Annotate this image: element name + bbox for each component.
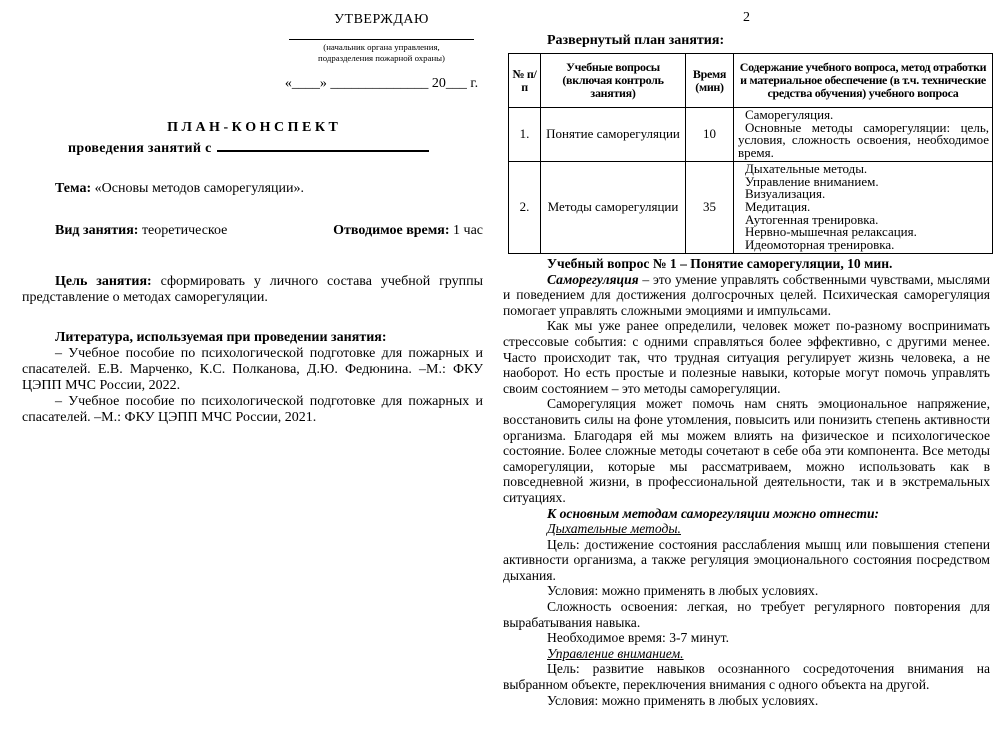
document-title: П Л А Н - К О Н С П Е К Т bbox=[167, 120, 338, 135]
method-time: Необходимое время: 3-7 минут. bbox=[547, 630, 729, 646]
literature-item: – Учебное пособие по психологической подготовке для пожарных и спасателей. –М.: ФКУ ЦЭПП МЧС России, 2021. bbox=[22, 394, 483, 425]
lesson-type-value: теоретическое bbox=[141, 223, 228, 238]
page-number: 2 bbox=[743, 10, 750, 25]
content-line: Аутогенная тренировка. bbox=[745, 211, 879, 227]
theme-label: Тема: bbox=[55, 181, 92, 196]
row-number: 2. bbox=[509, 161, 541, 253]
table-row bbox=[509, 108, 993, 162]
method-difficulty: Сложность освоения: легкая, но требует регулярного повторения для вырабатывания навыка. bbox=[503, 599, 990, 630]
literature-heading: Литература, используемая при проведении занятия: bbox=[55, 330, 387, 345]
approval-caption-line1: (начальник органа управления, bbox=[323, 42, 440, 52]
content-line: Идеомоторная тренировка. bbox=[745, 237, 895, 253]
row-question: Методы саморегуляции bbox=[541, 161, 686, 253]
table-header-row bbox=[509, 54, 993, 108]
content-line: Управление вниманием. bbox=[745, 173, 879, 189]
question1-heading: Учебный вопрос № 1 – Понятие саморегуляции, 10 мин. bbox=[547, 256, 893, 271]
paragraph: Как мы уже ранее определили, человек может по-разному воспринимать стрессовые события: с одними справляться более эффективно, с другими менее. Часто происходит так, что трудная ситуация регулирует жизнь человека, а не наоборот. Но есть простые и полезные навыки, которые могут помочь управлять своим состоянием – это методы саморегуляции. bbox=[503, 318, 990, 396]
plan-heading: Развернутый план занятия: bbox=[547, 33, 725, 48]
content-line: Саморегуляция. bbox=[745, 107, 834, 122]
table-row bbox=[509, 161, 993, 253]
row-time: 35 bbox=[686, 161, 734, 253]
fill-in-blank-line bbox=[217, 140, 429, 152]
approval-date-line: «____» ______________ 20___ г. bbox=[284, 76, 479, 91]
signature-line bbox=[289, 39, 474, 40]
paragraph: Саморегуляция может помочь нам снять эмоциональное напряжение, восстановить силы на фоне утомления, повысить или понизить степень активности организма. Благодаря ей мы можем влиять на физическое и психологическое состояние. Более сложные методы сочетают в себе оба эти компонента. Все методы саморегуляции, которые мы рассматриваем, можно использовать как в повседневной жизни, в профессиональной деятельности, так и в экстремальных ситуациях. bbox=[503, 396, 990, 505]
method-title: Дыхательные методы. bbox=[547, 521, 681, 537]
method-conditions: Условия: можно применять в любых условиях. bbox=[547, 692, 819, 708]
lesson-time-label: Отводимое время: bbox=[333, 223, 450, 238]
content-line: Основные методы саморегуляции: цель, условия, сложность освоения, необходимое время. bbox=[738, 119, 989, 161]
method-goal: Цель: достижение состояния расслабления мышц или повышения степени активности организма, а также регуляция эмоционального состояния посредством дыхания. bbox=[503, 536, 990, 583]
method-conditions: Условия: можно применять в любых условиях. bbox=[547, 583, 819, 599]
lesson-body-text bbox=[503, 256, 990, 708]
term-lead: Саморегуляция bbox=[547, 271, 639, 287]
document-subtitle bbox=[68, 140, 429, 157]
table-header-time: Время (мин) bbox=[686, 54, 734, 108]
table-header-content: Содержание учебного вопроса, метод отработки и материальное обеспечение (в т.ч. технические средства обучения) учебного вопроса bbox=[734, 54, 993, 108]
row-number: 1. bbox=[509, 108, 541, 162]
literature-item: – Учебное пособие по психологической подготовке для пожарных и спасателей. Е.В. Марченко, К.С. Полканова, Д.Ю. Федюнина. –М.: ФКУ ЦЭПП МЧС России, 2022. bbox=[22, 346, 483, 393]
row-question: Понятие саморегуляции bbox=[541, 108, 686, 162]
method-goal: Цель: развитие навыков осознанного сосредоточения внимания на выбранном объекте, переключения внимания с одного объекта на другой. bbox=[503, 661, 990, 693]
row-content bbox=[734, 108, 993, 162]
content-line: Визуализация. bbox=[745, 186, 826, 202]
lesson-time-value: 1 час bbox=[453, 223, 483, 238]
document-subtitle-label: проведения занятий с bbox=[68, 141, 212, 156]
methods-list-heading: К основным методам саморегуляции можно отнести: bbox=[547, 505, 880, 521]
goal-paragraph bbox=[22, 274, 483, 306]
lesson-time bbox=[333, 223, 483, 239]
literature-section bbox=[22, 330, 483, 426]
lesson-type bbox=[55, 223, 227, 239]
method-title: Управление вниманием. bbox=[547, 645, 684, 661]
theme-line bbox=[55, 181, 304, 197]
theme-value: «Основы методов саморегуляции». bbox=[94, 181, 304, 196]
row-time: 10 bbox=[686, 108, 734, 162]
table-header-questions: Учебные вопросы (включая контроль занятия) bbox=[541, 54, 686, 108]
paragraph-definition bbox=[503, 272, 990, 319]
type-time-row bbox=[22, 223, 483, 239]
goal-text: сформировать у личного состава учебной группы представление о методах саморегуляции. bbox=[22, 274, 484, 305]
content-line: Нервно-мышечная релаксация. bbox=[745, 224, 917, 240]
approval-block bbox=[283, 12, 480, 92]
row-content bbox=[734, 161, 993, 253]
term-definition: – это умение управлять собственными чувствами, мыслями и поведением для достижения долгосрочных целей. Психическая саморегуляция помогает управлять сложными эмоциями и импульсами. bbox=[503, 271, 990, 318]
lesson-plan-table bbox=[508, 53, 993, 254]
table-header-num: № п/п bbox=[509, 54, 541, 108]
approval-caption-line2: подразделения пожарной охраны) bbox=[318, 52, 445, 63]
content-line: Дыхательные методы. bbox=[745, 160, 868, 176]
page-2 bbox=[500, 0, 1000, 734]
goal-label: Цель занятия: bbox=[55, 274, 152, 289]
content-line: Медитация. bbox=[745, 198, 811, 214]
lesson-type-label: Вид занятия: bbox=[55, 223, 139, 238]
approval-title: УТВЕРЖДАЮ bbox=[334, 12, 429, 27]
